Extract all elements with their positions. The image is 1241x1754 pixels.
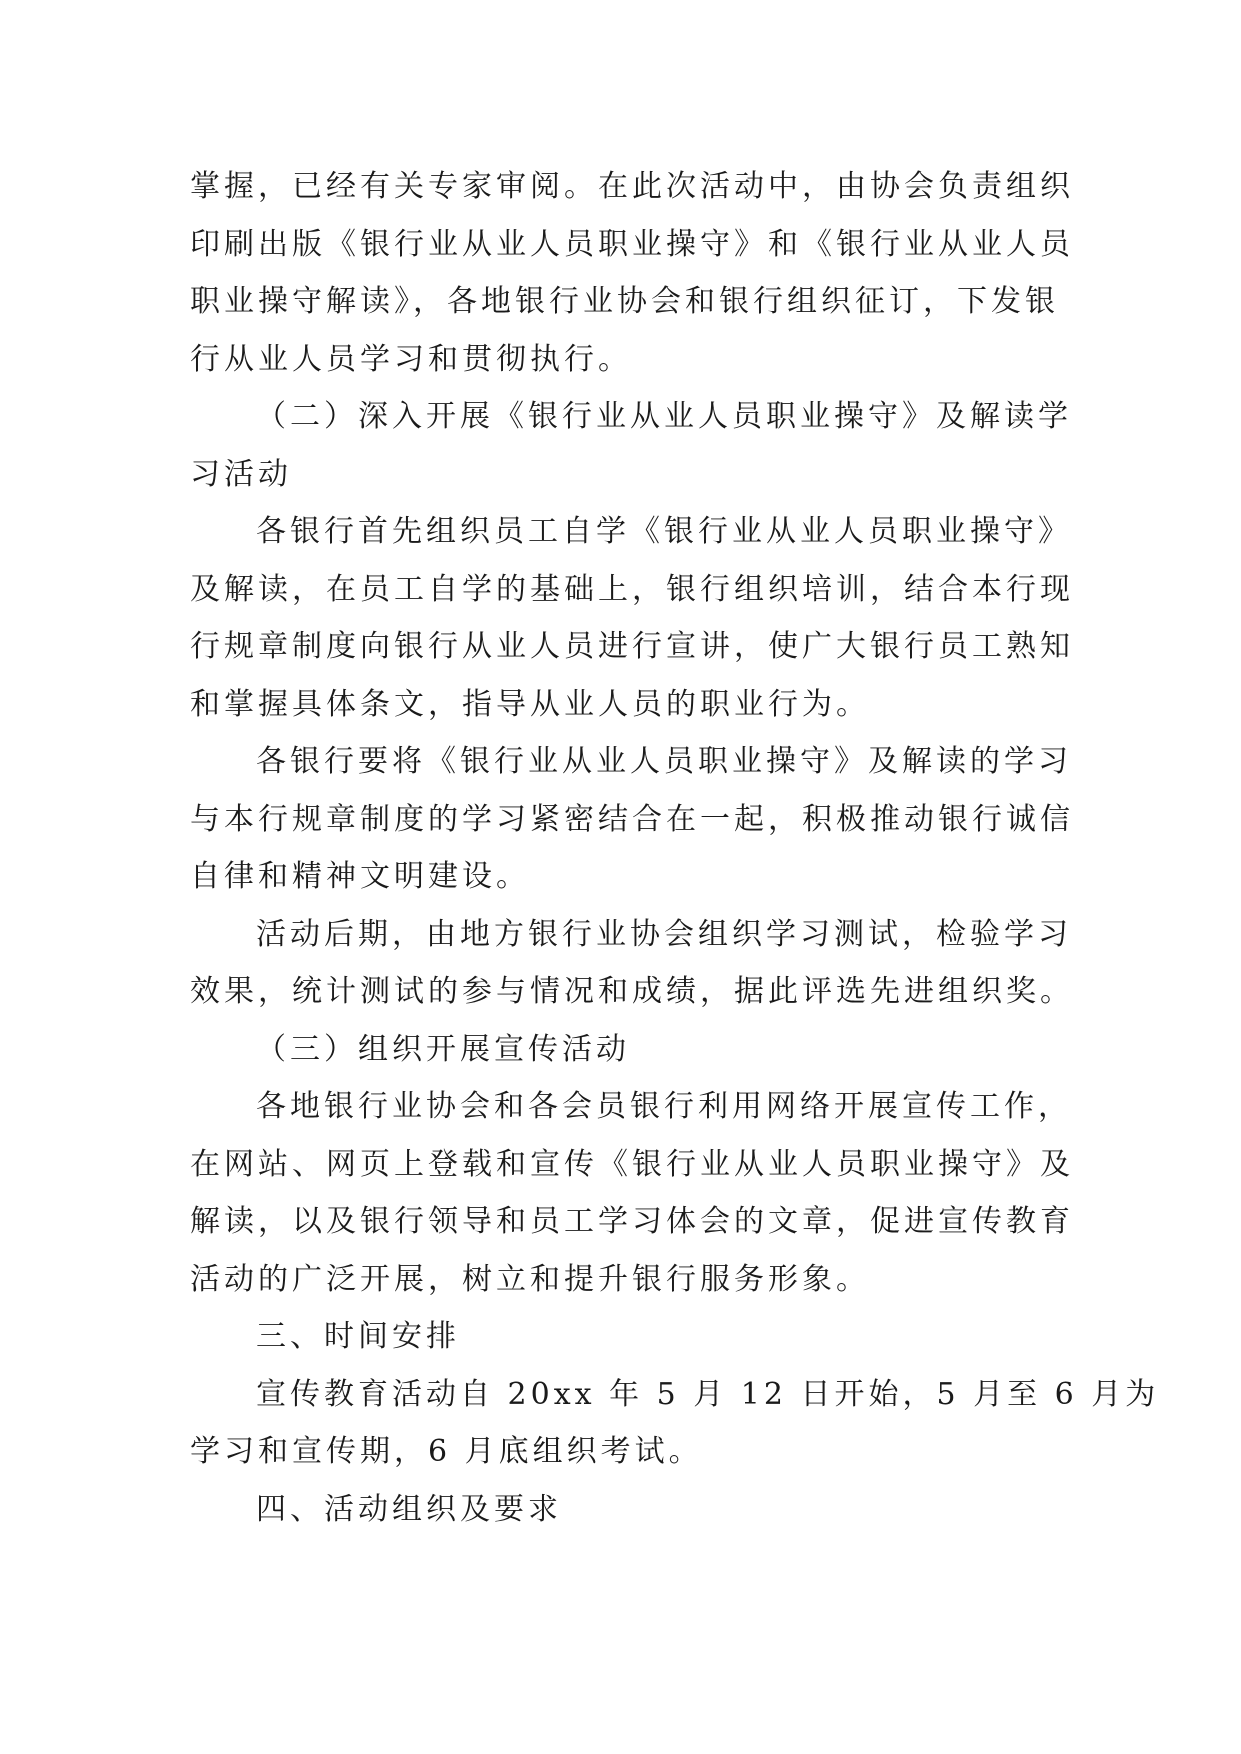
text-line: 各银行首先组织员工自学《银行业从业人员职业操守》 [256,514,1072,549]
text-line: 各银行要将《银行业从业人员职业操守》及解读的学习 [256,744,1072,779]
heading-line: 习活动 [190,456,292,492]
text-line: 印刷出版《银行业从业人员职业操守》和《银行业从业人员 [190,226,1074,262]
paragraph-testing [190,906,1074,1021]
section-heading-time [190,1308,1070,1366]
section-heading-3 [190,1021,1070,1079]
section-heading-2 [190,388,1070,503]
text-line: 行规章制度向银行从业人员进行宣讲，使广大银行员工熟知 [190,629,1074,664]
text-line: 活动的广泛开展，树立和提升银行服务形象。 [190,1261,870,1297]
text-line: 解读，以及银行领导和员工学习体会的文章，促进宣传教育 [190,1204,1074,1239]
text-line: 活动后期，由地方银行业协会组织学习测试，检验学习 [256,916,1072,952]
text-line: 及解读，在员工自学的基础上，银行组织培训，结合本行现 [190,571,1074,607]
section-heading-requirements [190,1481,1070,1539]
text-line: 掌握，已经有关专家审阅。在此次活动中，由协会负责组织 [190,169,1074,204]
text-line: 自律和精神文明建设。 [190,859,530,894]
heading-line: （二）深入开展《银行业从业人员职业操守》及解读学 [256,399,1072,434]
text-line: 行从业人员学习和贯彻执行。 [190,341,632,377]
paragraph-combine-rules [190,733,1074,906]
paragraph-publication [190,158,1074,388]
text-line: 效果，统计测试的参与情况和成绩，据此评选先进组织奖。 [190,974,1074,1009]
text-line: 和掌握具体条文，指导从业人员的职业行为。 [190,686,870,722]
text-line: 与本行规章制度的学习紧密结合在一起，积极推动银行诚信 [190,801,1074,837]
paragraph-self-study [190,503,1074,733]
paragraph-schedule [190,1366,1160,1481]
heading-line: 三、时间安排 [256,1319,460,1354]
text-line: 学习和宣传期，6 月底组织考试。 [190,1434,703,1469]
text-line: 各地银行业协会和各会员银行利用网络开展宣传工作， [256,1089,1072,1124]
text-line: 宣传教育活动自 20xx 年 5 月 12 日开始，5 月至 6 月为 [256,1376,1160,1412]
document-body [190,158,1160,1538]
heading-line: 四、活动组织及要求 [256,1491,562,1527]
text-line: 职业操守解读》，各地银行业协会和银行组织征订，下发银 [190,284,1059,319]
paragraph-publicity [190,1078,1074,1308]
heading-line: （三）组织开展宣传活动 [256,1031,630,1067]
text-line: 在网站、网页上登载和宣传《银行业从业人员职业操守》及 [190,1146,1074,1182]
